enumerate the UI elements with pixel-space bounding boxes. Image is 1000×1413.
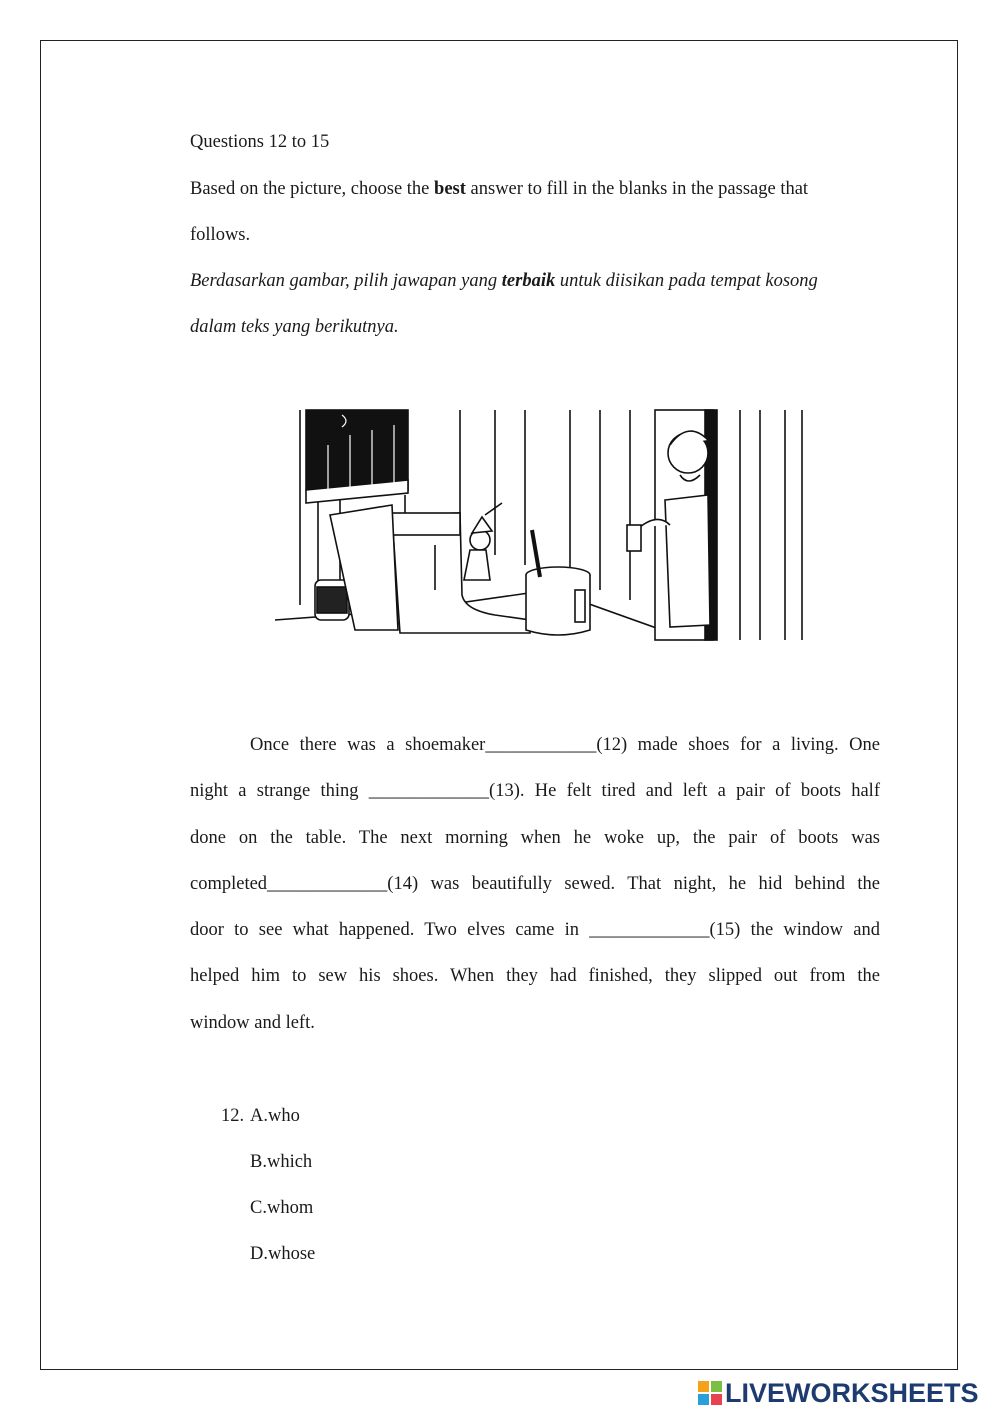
instruction-text: Based on the picture, choose the [190, 179, 435, 199]
instruction-malay-line2: dalam teks yang berikutnya. [190, 317, 399, 337]
instruction-english-line1 [190, 178, 808, 200]
option-a[interactable]: A.who [250, 1106, 300, 1126]
instruction-text: untuk diisikan pada tempat kosong [555, 271, 818, 291]
instruction-english-line2: follows. [190, 225, 251, 245]
instruction-bold: best [434, 179, 466, 199]
brand-text: LIVEWORKSHEETS [725, 1377, 979, 1408]
passage-line-7: window and left. [190, 1013, 315, 1033]
passage-line-6: helped him to sew his shoes. When they had finished, they slipped out from the [190, 966, 880, 986]
instruction-bold: terbaik [501, 271, 556, 291]
passage-line-1: Once there was a shoemaker____________(12) made shoes for a living. One [250, 735, 880, 755]
passage-line-5: door to see what happened. Two elves came in _____________(15) the window and [190, 920, 880, 940]
instruction-malay-line1 [190, 270, 818, 292]
question-heading: Questions 12 to 15 [190, 132, 330, 152]
liveworksheets-brand [697, 1378, 979, 1408]
option-b[interactable]: B.which [250, 1152, 313, 1172]
question-number: 12. [221, 1106, 245, 1126]
instruction-text: answer to fill in the blanks in the passage that [465, 179, 809, 199]
passage-line-3: done on the table. The next morning when he woke up, the pair of boots was [190, 828, 880, 848]
passage-line-2: night a strange thing _____________(13). He felt tired and left a pair of boots half [190, 781, 880, 801]
option-c[interactable]: C.whom [250, 1198, 314, 1218]
page-border [40, 40, 958, 1370]
shoemaker-elves-illustration [270, 405, 815, 650]
passage-line-4: completed_____________(14) was beautifully sewed. That night, he hid behind the [190, 874, 880, 894]
option-d[interactable]: D.whose [250, 1244, 316, 1264]
liveworksheets-logo-icon [697, 1380, 723, 1406]
instruction-text: Berdasarkan gambar, pilih jawapan yang [190, 271, 502, 291]
